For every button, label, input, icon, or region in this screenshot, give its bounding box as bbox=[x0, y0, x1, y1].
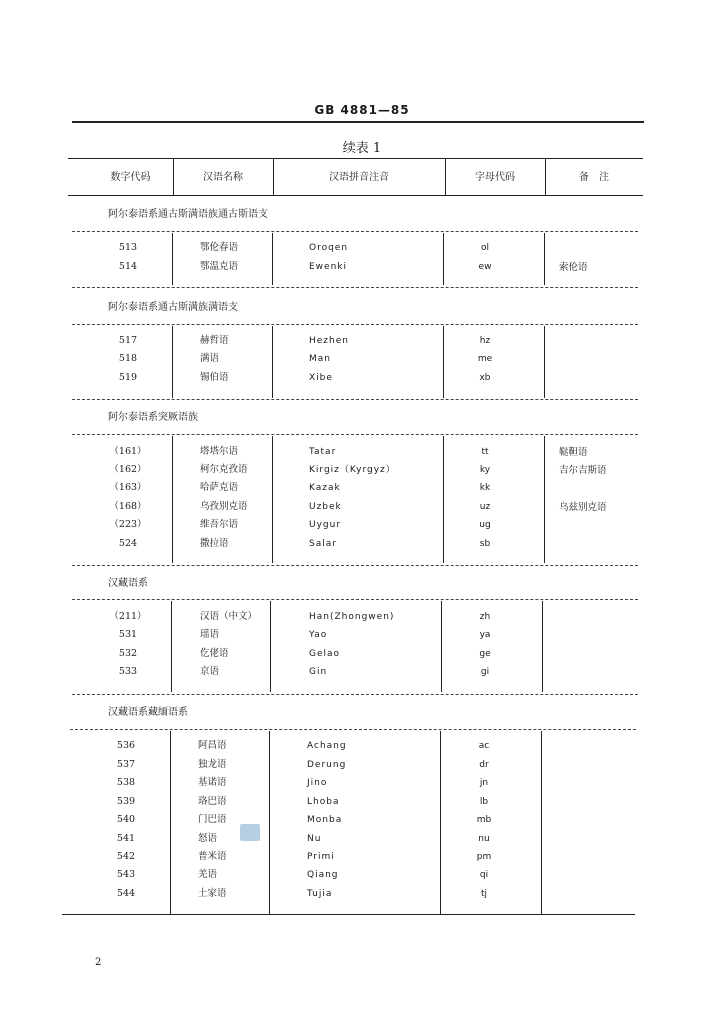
row-remark: 索伦语 bbox=[559, 262, 588, 273]
row-letter-code: sb bbox=[479, 539, 491, 549]
column-header-remarks: 备 注 bbox=[579, 172, 609, 183]
row-numeric-code: 543 bbox=[116, 869, 136, 880]
row-pinyin: Tujia bbox=[307, 889, 333, 899]
row-chinese-name: 鄂温克语 bbox=[200, 261, 239, 272]
row-pinyin: Gelao bbox=[309, 649, 341, 659]
row-numeric-code: 514 bbox=[118, 261, 138, 272]
row-pinyin: Lhoba bbox=[307, 797, 340, 807]
row-pinyin: Uzbek bbox=[309, 502, 342, 512]
row-numeric-code: 536 bbox=[116, 740, 136, 751]
row-letter-code: jn bbox=[479, 778, 489, 788]
row-chinese-name: 土家语 bbox=[198, 888, 227, 899]
row-letter-code: uz bbox=[479, 502, 491, 512]
row-letter-code: kk bbox=[479, 483, 491, 493]
section-label: 汉藏语系藏缅语系 bbox=[108, 707, 188, 718]
row-pinyin: Monba bbox=[307, 815, 343, 825]
row-pinyin: Primi bbox=[307, 852, 335, 862]
row-chinese-name: 基诺语 bbox=[198, 777, 227, 788]
col-divider bbox=[440, 731, 441, 914]
row-chinese-name: 柯尔克孜语 bbox=[200, 464, 248, 475]
row-chinese-name: 维吾尔语 bbox=[200, 519, 239, 530]
col-divider bbox=[441, 601, 442, 692]
row-numeric-code: （168） bbox=[109, 501, 147, 512]
row-numeric-code: 538 bbox=[116, 777, 136, 788]
row-numeric-code: 533 bbox=[118, 666, 138, 677]
row-numeric-code: （163） bbox=[109, 482, 147, 493]
row-numeric-code: 542 bbox=[116, 851, 136, 862]
row-pinyin: Qiang bbox=[307, 870, 339, 880]
row-chinese-name: 哈萨克语 bbox=[200, 482, 239, 493]
col-divider bbox=[544, 233, 545, 285]
row-numeric-code: 524 bbox=[118, 538, 138, 549]
row-letter-code: ug bbox=[479, 520, 491, 530]
row-pinyin: Kazak bbox=[309, 483, 341, 493]
row-letter-code: lb bbox=[479, 797, 489, 807]
row-chinese-name: 撒拉语 bbox=[200, 538, 229, 549]
row-numeric-code: 541 bbox=[116, 833, 136, 844]
col-divider bbox=[269, 731, 270, 914]
row-numeric-code: 519 bbox=[118, 372, 138, 383]
row-chinese-name: 仡佬语 bbox=[200, 648, 229, 659]
row-numeric-code: 537 bbox=[116, 759, 136, 770]
row-letter-code: gi bbox=[480, 667, 490, 677]
col-divider bbox=[172, 326, 173, 398]
row-letter-code: zh bbox=[479, 612, 491, 622]
row-pinyin: Han(Zhongwen) bbox=[309, 612, 395, 622]
section-label: 汉藏语系 bbox=[108, 578, 148, 589]
row-letter-code: qi bbox=[479, 870, 489, 880]
row-chinese-name: 汉语（中文） bbox=[200, 611, 258, 622]
col-divider bbox=[170, 731, 171, 914]
column-header-pinyin: 汉语拼音注音 bbox=[329, 172, 389, 183]
row-numeric-code: 513 bbox=[118, 242, 138, 253]
column-header-numeric-code: 数字代码 bbox=[110, 172, 151, 183]
row-chinese-name: 瑶语 bbox=[200, 629, 220, 640]
row-chinese-name: 门巴语 bbox=[198, 814, 227, 825]
col-divider bbox=[443, 436, 444, 563]
table-title: 续表 1 bbox=[342, 141, 382, 156]
row-chinese-name: 独龙语 bbox=[198, 759, 227, 770]
row-remark: 鞑靼语 bbox=[559, 447, 588, 458]
section-rule bbox=[72, 324, 638, 325]
row-chinese-name: 鄂伦春语 bbox=[200, 242, 239, 253]
row-chinese-name: 京语 bbox=[200, 666, 220, 677]
row-numeric-code: 544 bbox=[116, 888, 136, 899]
row-numeric-code: 517 bbox=[118, 335, 138, 346]
section-rule bbox=[72, 599, 638, 600]
col-divider bbox=[541, 731, 542, 914]
col-divider bbox=[171, 601, 172, 692]
col-divider bbox=[542, 601, 543, 692]
row-chinese-name: 阿昌语 bbox=[198, 740, 227, 751]
row-pinyin: Oroqen bbox=[309, 243, 349, 253]
col-divider bbox=[443, 326, 444, 398]
header-rule bbox=[72, 121, 644, 123]
page-number: 2 bbox=[95, 957, 102, 968]
table-bottom-rule bbox=[62, 914, 635, 915]
section-label: 阿尔泰语系通古斯满族满语支 bbox=[108, 302, 238, 313]
row-letter-code: hz bbox=[479, 336, 491, 346]
row-pinyin: Gin bbox=[309, 667, 328, 677]
row-pinyin: Kirgiz（Kyrgyz） bbox=[309, 465, 396, 475]
scan-artifact bbox=[240, 824, 260, 841]
row-numeric-code: 518 bbox=[118, 353, 138, 364]
row-pinyin: Ewenki bbox=[309, 262, 348, 272]
row-chinese-name: 赫哲语 bbox=[200, 335, 229, 346]
row-letter-code: me bbox=[477, 354, 493, 364]
section-rule bbox=[72, 231, 638, 232]
row-letter-code: ky bbox=[479, 465, 491, 475]
section-rule bbox=[72, 565, 638, 566]
row-pinyin: Yao bbox=[309, 630, 328, 640]
row-numeric-code: （223） bbox=[109, 519, 147, 530]
table-head-rule bbox=[68, 195, 643, 196]
row-letter-code: dr bbox=[479, 760, 489, 770]
table-top-rule bbox=[68, 158, 643, 159]
row-chinese-name: 普米语 bbox=[198, 851, 227, 862]
col-divider bbox=[172, 436, 173, 563]
row-letter-code: ac bbox=[478, 741, 490, 751]
row-chinese-name: 满语 bbox=[200, 353, 220, 364]
row-pinyin: Tatar bbox=[309, 447, 337, 457]
row-numeric-code: 532 bbox=[118, 648, 138, 659]
row-numeric-code: （161） bbox=[109, 446, 147, 457]
section-rule bbox=[72, 399, 638, 400]
row-numeric-code: 531 bbox=[118, 629, 138, 640]
column-header-chinese-name: 汉语名称 bbox=[203, 172, 243, 183]
row-letter-code: xb bbox=[479, 373, 491, 383]
section-rule bbox=[70, 729, 636, 730]
row-letter-code: mb bbox=[476, 815, 492, 825]
row-letter-code: ya bbox=[479, 630, 491, 640]
row-letter-code: tt bbox=[481, 447, 489, 457]
section-label: 阿尔泰语系通古斯满语族通古斯语支 bbox=[108, 209, 268, 220]
row-chinese-name: 乌孜别克语 bbox=[200, 501, 248, 512]
row-numeric-code: 539 bbox=[116, 796, 136, 807]
section-rule bbox=[72, 694, 638, 695]
col-divider bbox=[443, 233, 444, 285]
row-numeric-code: （162） bbox=[109, 464, 147, 475]
col-divider bbox=[544, 436, 545, 563]
col-divider bbox=[272, 326, 273, 398]
row-letter-code: ol bbox=[480, 243, 489, 253]
section-rule bbox=[72, 287, 638, 288]
row-numeric-code: （211） bbox=[109, 611, 147, 622]
column-header-letter-code: 字母代码 bbox=[475, 172, 515, 183]
row-chinese-name: 锡伯语 bbox=[200, 372, 229, 383]
col-divider bbox=[172, 233, 173, 285]
row-pinyin: Hezhen bbox=[309, 336, 349, 346]
row-chinese-name: 怒语 bbox=[198, 833, 218, 844]
col-divider bbox=[270, 601, 271, 692]
section-rule bbox=[72, 434, 638, 435]
row-pinyin: Nu bbox=[307, 834, 322, 844]
section-label: 阿尔泰语系突厥语族 bbox=[108, 412, 198, 423]
row-letter-code: ge bbox=[479, 649, 491, 659]
row-letter-code: nu bbox=[478, 834, 490, 844]
row-pinyin: Uygur bbox=[309, 520, 342, 530]
col-divider bbox=[272, 233, 273, 285]
row-pinyin: Salar bbox=[309, 539, 337, 549]
row-numeric-code: 540 bbox=[116, 814, 136, 825]
row-pinyin: Achang bbox=[307, 741, 347, 751]
row-letter-code: ew bbox=[478, 262, 492, 272]
row-pinyin: Man bbox=[309, 354, 331, 364]
row-pinyin: Jino bbox=[307, 778, 328, 788]
row-letter-code: tj bbox=[480, 889, 488, 899]
row-chinese-name: 塔塔尔语 bbox=[200, 446, 239, 457]
standard-number: GB 4881—85 bbox=[314, 103, 410, 117]
row-letter-code: pm bbox=[476, 852, 492, 862]
row-remark: 乌兹别克语 bbox=[559, 502, 607, 513]
col-divider bbox=[544, 326, 545, 398]
row-pinyin: Xibe bbox=[309, 373, 333, 383]
col-divider bbox=[272, 436, 273, 563]
row-remark: 吉尔吉斯语 bbox=[559, 465, 607, 476]
row-pinyin: Derung bbox=[307, 760, 347, 770]
row-chinese-name: 珞巴语 bbox=[198, 796, 227, 807]
row-chinese-name: 羌语 bbox=[198, 869, 218, 880]
